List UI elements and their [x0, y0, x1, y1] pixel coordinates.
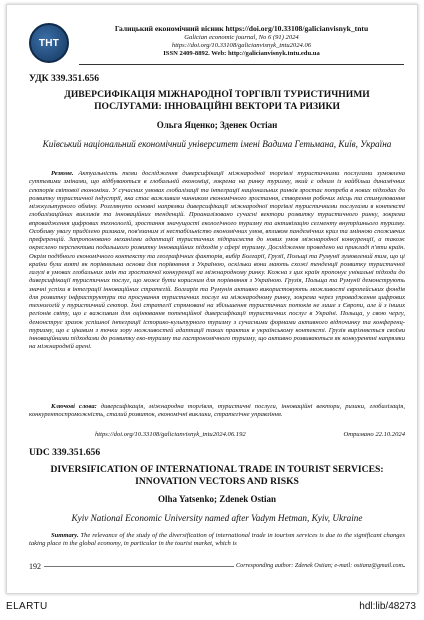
received-date: Отримано 22.10.2024	[343, 431, 405, 438]
article-title-en: DIVERSIFICATION OF INTERNATIONAL TRADE IN TOURIST SERVICES: INNOVATION VECTORS AND RISKS	[50, 464, 384, 488]
article-title-uk: ДИВЕРСИФІКАЦІЯ МІЖНАРОДНОЇ ТОРГІВЛІ ТУРИСТИЧНИМИ ПОСЛУГАМИ: ІННОВАЦІЙНІ ВЕКТОРИ ТА РИЗИКИ	[64, 89, 370, 113]
keywords-uk	[29, 403, 405, 420]
authors-uk: Ольга Яценко; Зденек Остіан	[156, 120, 278, 130]
journal-header	[29, 23, 404, 67]
journal-title-line: Галицький економічний вісник https://doi.org/10.33108/galicianvisnyk_tntu	[114, 24, 369, 33]
udc-en: UDC 339.351.656	[29, 447, 101, 458]
journal-doi-line: https://doi.org/10.33108/galicianvisnyk_tntu2024.06	[171, 41, 312, 49]
abstract-text-uk: Актуальність теми дослідження диверсифікації міжнародної торгівлі туристичними послугами зумовлена суттєвими змінами, що відбуваються в глобальній економіці, зокрема на ринку туризму, який є одним із найбільш динамічних секторів світової економіки. У сучасних умовах глобалізації та інтеграції національних ринків зростає потреба в нових підходах до розвитку туристичної індустрії, яка стає важливим чинником економічного зростання, створення робочих місць та стимулювання міжкультурного обміну. Розглянуто основні напрямки диверсифікації міжнародної торгівлі туристичними послугами в контексті глобалізаційних викликів та інноваційних тенденцій. Проаналізовано сучасні вектори розвитку туристичного ринку, зокрема впровадження цифрових технологій, зростання значущості екологічного туризму та активізацію сегменту внутрішнього туризму. Особливу увагу приділено ризикам, пов'язаним зі нестабільністю економічних умов, впливом пандемічних криз та змінною споживчих преференцій. Запропоновано механізми адаптації туристичних підприємств до нових умов міжнародної конкуренції, а також окреслено перспективи подальшого розвитку інноваційних підходів у сфері туризму. Дослідження проведено на прикладі п'яти країн. Окрім подібного економічного контексту та географічних факторів, вибір Болгарії, Грузії, Польщі та Румунії зумовлений тим, що ці країни були взяті як порівняльна основа для порівняння з Україною, оскільки вони мають схожі тенденції розвитку туристичної галузі в умовах глобальних змін та зростаючої конкуренції на міжнародному ринку. Кожна з цих країн пропонує унікальні підходи до диверсифікації туристичних послуг, що може бути корисним для порівняння з Україною. Грузія, Польща та Румунії демонструють значні успіхи в інтеграції інноваційних стратегій. Болгарія та Румунія активно використовують можливості європейських фондів для розвитку інфраструктури та просування туристичних послуг на міжнародному ринку, зокрема через упровадження цифрових технологій у туристичний сектор. Їхні стратегії спрямовані на збільшення туристичних потоків не лише з Європи, але й з інших регіонів світу, що є важливим для оцінювання потенційної диверсифікації туристичних послуг в Україні. Польща, у свою чергу, демонструє зразок успішної інтеграції історико-культурного туризму з сучасними формами активного відпочинку та конференц-туризму, що є цікавим з точки зору можливостей адаптації таких практик в українському контексті. Грузія вирізняється своїми інноваційними підходами до розвитку еко-туризму та гастрономічного туризму, що активно розвиваються як конкурентні напрямки на міжнародній арені.	[29, 170, 405, 351]
abstract-label-uk: Резюме.	[51, 170, 74, 177]
header-divider	[79, 64, 404, 65]
affiliation-en: Kyiv National Economic University named after Vadym Hetman, Kyiv, Ukraine	[71, 513, 363, 523]
journal-issue-line: Galician economic journal, No 6 (91) 2024	[184, 33, 299, 41]
article-doi-link[interactable]: https://doi.org/10.33108/galicianvisnyk_tntu2024.06.192	[95, 431, 246, 438]
summary-label-en: Summary.	[51, 532, 79, 539]
authors-en: Olha Yatsenko; Zdenek Ostian	[158, 494, 276, 504]
keywords-text-uk: диверсифікація, міжнародна торгівля, туристичні послуги, інноваційні вектори, ризики, глобалізація, конкурентоспроможність, сталий розвиток, економічні виклики, стратегічне управління.	[29, 403, 405, 419]
udc-uk: УДК 339.351.656	[29, 73, 99, 84]
summary-text-en: The relevance of the study of the diversification of international trade in tourism services is due to the significant changes taking place in the global economy, in particular in the tourist market, which is	[29, 532, 405, 548]
journal-logo	[29, 23, 69, 63]
summary-en	[29, 532, 405, 549]
repository-name: ELARTU	[6, 601, 48, 612]
affiliation-uk: Київський національний економічний університет імені Вадима Гетьмана, Київ, Україна	[42, 139, 392, 149]
page-number: 192	[29, 562, 41, 571]
issn-label: ISSN 2409-8892. Web:	[163, 50, 227, 57]
document-page	[6, 4, 418, 594]
abstract-uk	[29, 170, 405, 401]
journal-issn-line	[79, 50, 404, 59]
journal-web-link[interactable]: http://galicianvisnyk.tntu.edu.ua	[227, 50, 320, 57]
handle-id[interactable]: hdl:lib/48273	[359, 601, 416, 612]
journal-logo-text: ТНТ	[38, 37, 60, 49]
journal-header-lines	[79, 24, 404, 59]
corresponding-author: Corresponding author: Zdenek Ostian; e-mail: ostianz@gmail.com	[235, 562, 403, 569]
keywords-label-uk: Ключові слова:	[51, 403, 97, 410]
